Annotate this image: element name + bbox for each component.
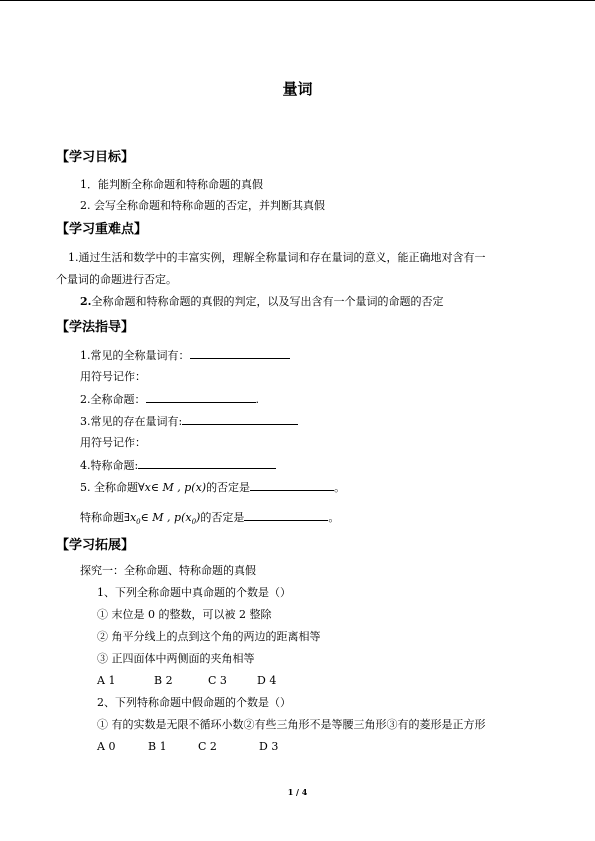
guide-text: 5. 全称命题 — [80, 481, 138, 494]
answer-blank[interactable] — [190, 346, 290, 359]
goal-item: 1．能判断全称命题和特称命题的真假 — [80, 178, 263, 191]
goal-item: 2. 会写全称命题和特称命题的否定，并判断其真假 — [80, 199, 325, 212]
section-heading-goals: 【学习目标】 — [56, 150, 135, 165]
guide-text: 的否定是 — [206, 481, 251, 494]
page-number: 1 / 4 — [287, 787, 308, 797]
question-1-item: ② 角平分线上的点到这个角的两边的距离相等 — [97, 630, 321, 643]
guide-text: 的否定是 — [200, 511, 245, 524]
section-heading-key-points: 【学习重难点】 — [56, 222, 148, 237]
question-2-option-c: C 2 — [198, 740, 217, 753]
formula: $\exists x_0\in$ M , $p(x_0)$ — [124, 511, 201, 527]
guide-punct: 。 — [328, 511, 340, 524]
section-heading-extension: 【学习拓展】 — [56, 538, 135, 553]
guide-line-6 — [80, 456, 276, 473]
top-rule — [0, 0, 595, 1]
guide-text: 1.常见的全称量词有： — [80, 349, 190, 362]
answer-blank[interactable] — [138, 456, 276, 469]
guide-line-7 — [80, 478, 345, 495]
guide-line-1 — [80, 346, 290, 363]
key-point-2 — [80, 293, 443, 309]
explore-heading: 探究一：全称命题、特称命题的真假 — [80, 564, 256, 577]
question-2: 2、下列特称命题中假命题的个数是（） — [97, 696, 291, 709]
question-1-option-b: B 2 — [154, 674, 173, 687]
question-1-item: ③ 正四面体中两侧面的夹角相等 — [97, 652, 255, 665]
answer-blank[interactable] — [250, 478, 334, 491]
answer-blank[interactable] — [182, 412, 298, 425]
guide-punct: . — [255, 393, 259, 406]
guide-line-3 — [80, 390, 259, 407]
guide-text: 4.特称命题: — [80, 459, 139, 472]
question-1-option-d: D 4 — [257, 674, 277, 687]
key-point-2-text: 全称命题和特称命题的真假的判定，以及写出含有一个量词的命题的否定 — [91, 295, 444, 308]
answer-blank[interactable] — [146, 390, 256, 403]
guide-line-4 — [80, 412, 298, 429]
section-heading-guide: 【学法指导】 — [56, 320, 135, 335]
question-2-option-a: A 0 — [97, 740, 116, 753]
guide-line-5: 用符号记作： — [80, 436, 146, 449]
question-2-option-d: D 3 — [259, 740, 279, 753]
question-1-option-c: C 3 — [208, 674, 227, 687]
key-point-2-number: 2. — [80, 295, 92, 308]
key-point-1-line1: 1.通过生活和数学中的丰富实例，理解全称量词和存在量词的意义，能正确地对含有一 — [68, 251, 486, 264]
question-1: 1、下列全称命题中真命题的个数是（） — [97, 586, 291, 599]
guide-line-8 — [80, 508, 339, 526]
answer-blank[interactable] — [244, 508, 328, 521]
question-2-option-b: B 1 — [148, 740, 167, 753]
question-1-option-a: A 1 — [97, 674, 116, 687]
guide-punct: 。 — [334, 481, 346, 494]
key-point-1-line2: 个量词的命题进行否定。 — [56, 273, 177, 286]
question-1-item: ① 末位是 0 的整数，可以被 2 整除 — [97, 608, 272, 621]
guide-text: 2.全称命题： — [80, 393, 146, 406]
guide-text: 特称命题 — [80, 511, 124, 524]
formula: ∀x∈ M , p(x) — [138, 481, 207, 494]
guide-line-2: 用符号记作： — [80, 370, 146, 383]
page-title: 量词 — [282, 80, 313, 98]
question-2-item: ① 有的实数是无限不循环小数②有些三角形不是等腰三角形③有的菱形是正方形 — [97, 718, 486, 731]
guide-text: 3.常见的存在量词有: — [80, 415, 183, 428]
